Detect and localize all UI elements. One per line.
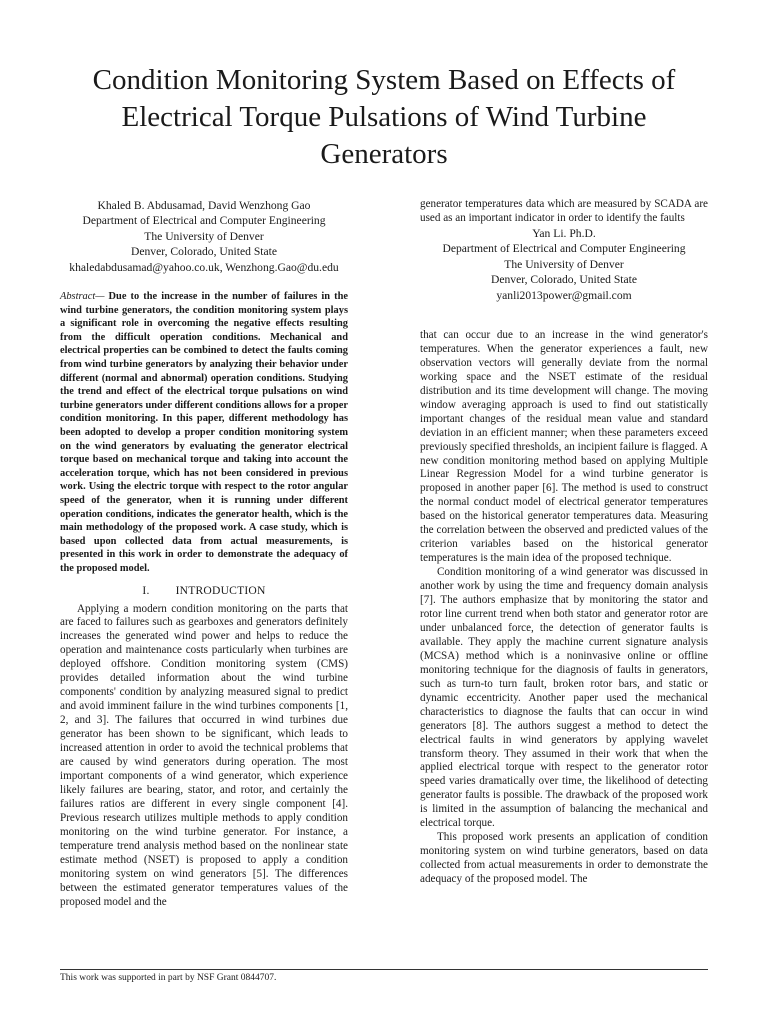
abstract [60, 290, 348, 575]
body-paragraph: Condition monitoring of a wind generator was discussed in another work by using the time and frequency domain analysis [7]. The authors emphasize that by monitoring the stator and rotor line current trend when both stator and generator rotor are under unbalanced force, the detection of generator faults is available. They apply the machine current signature analysis (MCSA) method which is a noninvasive online or offline monitoring technique for the diagnosis of faults in generators, such as turn-to turn fault, broken rotor bars, and static or dynamic eccentricity. Another paper used the mechanical characteristics to diagnose the faults that can occur in wind generators [8]. The authors suggest a method to detect the electrical faults in wind generators by applying wavelet transform theory. They assumed in their work that when the applied electrical torque with respect to the generator rotor speed varies dramatically over time, the likelihood of detecting generator faults is possible. The drawback of the proposed work is limited in the assumption of balancing the mechanical and electrical torque. [420, 566, 708, 830]
author-block-right [420, 226, 708, 303]
footnote: This work was supported in part by NSF Grant 0844707. [60, 973, 277, 983]
right-continuation-text: generator temperatures data which are measured by SCADA are used as an important indicator in order to identify the faults [420, 198, 708, 224]
author-university: The University of Denver [144, 229, 264, 243]
left-column [60, 198, 348, 909]
section-title: INTRODUCTION [175, 583, 266, 597]
section-heading [60, 584, 348, 597]
coauthor-department: Department of Electrical and Computer Engineering [442, 242, 686, 256]
right-column [420, 198, 708, 887]
author-location: Denver, Colorado, United State [130, 245, 278, 259]
author-department: Department of Electrical and Computer Engineering [82, 214, 326, 228]
footnote-divider [60, 969, 708, 970]
coauthor-name: Yan Li. Ph.D. [532, 226, 596, 240]
coauthor-location: Denver, Colorado, United State [490, 273, 638, 287]
author-emails: khaledabdusamad@yahoo.co.uk, Wenzhong.Gao@du.edu [69, 260, 339, 274]
author-names: Khaled B. Abdusamad, David Wenzhong Gao [97, 199, 311, 212]
paper-title: Condition Monitoring System Based on Effects of Electrical Torque Pulsations of Wind Turbine Generators [92, 64, 676, 170]
abstract-label: Abstract— [60, 291, 105, 303]
section-number: I. [142, 583, 150, 597]
body-paragraph: that can occur due to an increase in the wind generator's temperatures. When the generator experiences a fault, new observation vectors will generally deviate from the normal working space and the NSET estimate of the residual distribution and its time development will change. The moving window averaging approach is used to find out statistically important changes of the residual mean value and standard deviation in an efficient manner; when these parameters exceed previously specified thresholds, an incipient failure is flagged. A new condition monitoring method based on applying Multiple Linear Regression Model for a wind turbine generator is proposed in another paper [6]. The method is used to construct the normal conduct model of electrical generator temperatures based on the historical generator temperatures data. Measuring the correlation between the observed and predicted values of the criterion variables based on the historical generator temperatures is the main idea of the proposed technique. [420, 328, 708, 565]
intro-paragraph: Applying a modern condition monitoring on the parts that are faced to failures such as gearboxes and generators definitely increases the generated wind power and helps to reduce the operation and maintenance costs particularly when turbines are deployed offshore. Condition monitoring system (CMS) provides detailed information about the wind turbine components' condition by analyzing measured signal to predict and avoid imminent failure in the wind turbines components [1, 2, and 3]. The failures that occurred in wind turbines due generator has been shown to be significant, which leads to increased attention in order to avoid the technical problems that are caused by wind generators during operation. The most important components of a wind generator, which experience likely failures are bearing, stator, and rotor, and certainly the failures ratios are different in every single component [4]. Previous research utilizes multiple methods to apply condition monitoring on the wind turbine generator. For instance, a temperature trend analysis method based on the nonlinear state estimate method (NSET) is proposed to apply a condition monitoring system on wind generators [5]. The differences between the estimated generator temperatures values of the proposed model and the [60, 602, 348, 908]
abstract-text: Due to the increase in the number of failures in the wind turbine generators, the condition monitoring system plays a significant role in overcoming the negative effects resulting from the difficult operation conditions. Mechanical and electrical properties can be combined to detect the faults coming from wind turbine generators by analyzing their behavior under different (normal and abnormal) operation conditions. Studying the trend and effect of the electrical torque pulsations on wind turbine generators under different conditions allows for a proper condition monitoring. In this paper, different methodology has been adopted to develop a proper condition monitoring system on the wind generators by evaluating the generator electrical torque based on mechanical torque and taking into account the acceleration torque, which has not been considered in previous work. Using the electric torque with respect to the rotor angular speed of the generator, when it is running under different operation conditions, indicates the generator health, which is the main methodology of the proposed work. A case study, which is based upon collected data from actual measurements, is presented in this work in order to demonstrate the adequacy of the proposed model. [60, 291, 348, 574]
right-body [420, 329, 708, 887]
author-block-left [60, 198, 348, 275]
coauthor-university: The University of Denver [504, 257, 624, 271]
body-paragraph: This proposed work presents an application of condition monitoring system on wind turbine generators, based on data collected from actual measurements in order to demonstrate the adequacy of the proposed model. The [420, 831, 708, 886]
coauthor-email: yanli2013power@gmail.com [496, 288, 632, 302]
